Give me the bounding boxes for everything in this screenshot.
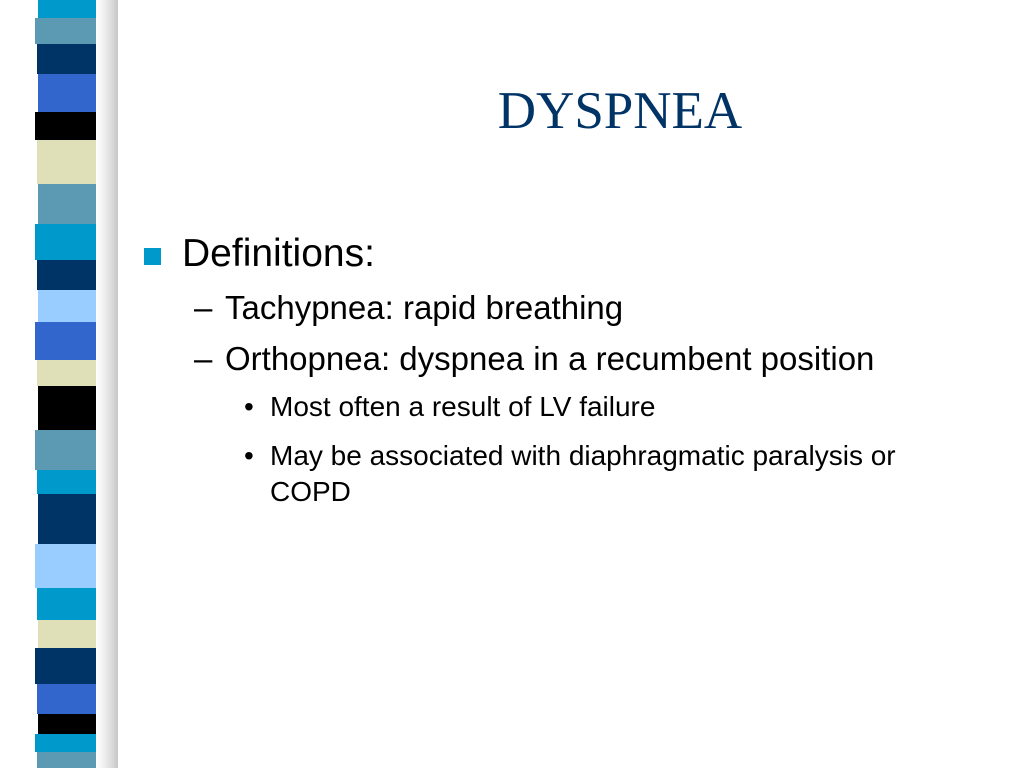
stripe-block: [37, 360, 96, 386]
bullet-level3-lv-failure: [140, 389, 900, 425]
stripe-block: [38, 620, 96, 648]
stripe-block: [35, 322, 96, 360]
dash-bullet-icon: –: [194, 340, 213, 378]
stripe-block: [37, 260, 96, 290]
stripe-block: [38, 74, 96, 112]
stripe-block: [37, 140, 96, 184]
bullet-text: Orthopnea: dyspnea in a recumbent position: [225, 340, 875, 378]
stripe-block: [38, 184, 96, 224]
stripe-block: [35, 224, 96, 260]
bullet-text: May be associated with diaphragmatic paralysis or COPD: [270, 439, 896, 508]
stripe-block: [35, 544, 96, 588]
bullet-level2-orthopnea: [140, 338, 900, 379]
square-bullet-icon: [144, 248, 161, 265]
stripe-block: [35, 112, 96, 140]
slide-title: DYSPNEA: [497, 82, 743, 140]
stripe-block: [38, 386, 96, 430]
decorative-stripe-band: [0, 0, 118, 768]
stripe-block: [37, 44, 96, 74]
stripe-block: [35, 648, 96, 684]
stripe-block: [37, 588, 96, 620]
stripe-graphic: [0, 0, 118, 768]
stripe-block: [37, 470, 96, 494]
stripe-block: [37, 752, 96, 768]
bullet-text: Most often a result of LV failure: [270, 391, 656, 423]
stripe-block: [35, 430, 96, 470]
stripe-block: [38, 290, 96, 322]
stripe-block: [38, 0, 96, 18]
slide-body: [140, 232, 900, 523]
stripe-block: [37, 684, 96, 714]
stripe-block: [38, 494, 96, 544]
dot-bullet-icon: •: [244, 439, 254, 471]
dash-bullet-icon: –: [194, 288, 213, 326]
stripe-shadow: [96, 0, 118, 768]
stripe-block: [38, 714, 96, 734]
bullet-level1-definitions: [140, 232, 900, 277]
stripe-block: [35, 18, 96, 44]
bullet-text: Definitions:: [182, 232, 375, 275]
bullet-level3-diaphragmatic: [140, 438, 900, 511]
bullet-text: Tachypnea: rapid breathing: [225, 288, 624, 326]
dot-bullet-icon: •: [244, 391, 254, 423]
bullet-level2-tachypnea: [140, 287, 900, 328]
stripe-block: [35, 734, 96, 752]
